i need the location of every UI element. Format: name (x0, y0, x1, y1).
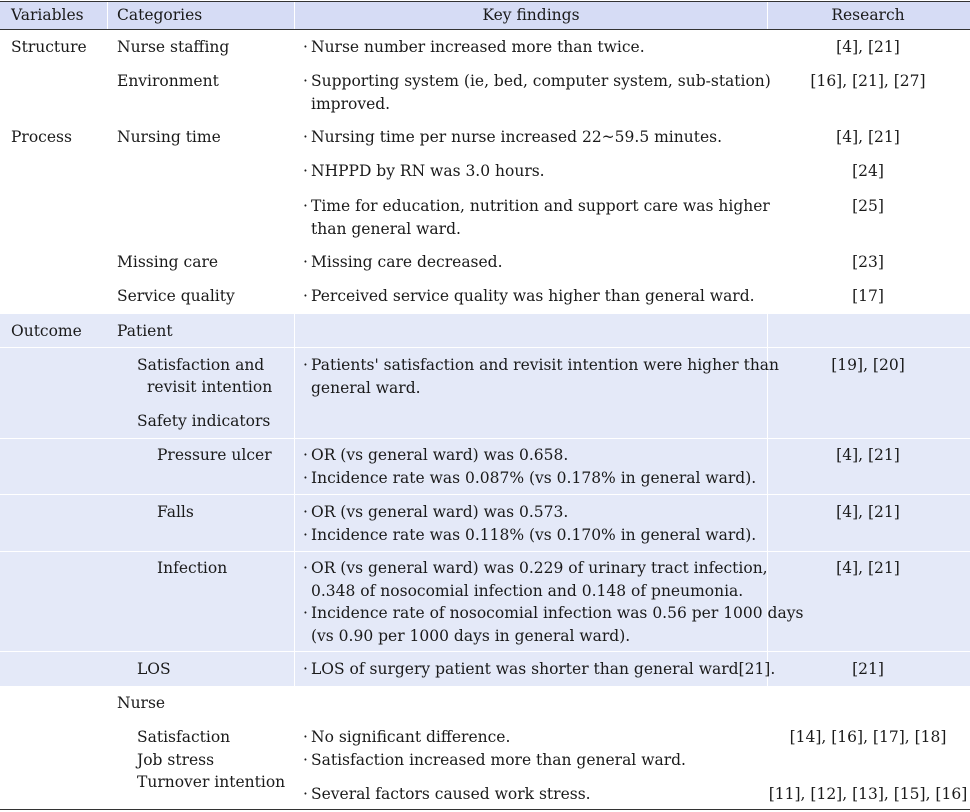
category-patient: Patient (117, 322, 173, 340)
ref-missing-care: [23] (852, 253, 884, 271)
ref-nhppd: [24] (852, 162, 884, 180)
header-rule (0, 29, 970, 30)
subcategory-nurse-satisfaction: Satisfaction (137, 728, 231, 746)
subcategory-infection: Infection (157, 559, 228, 577)
finding-infection: · OR (vs general ward) was 0.229 of urinary tract infection, 0.348 of nosocomial infection and 0.148 of pneumonia. · Incidence rate of nosocomial infection was 0.56 per 1000 days (vs 0.90 per 1000 days in general ward). (303, 559, 804, 645)
header-categories: Categories (117, 6, 203, 24)
ref-nurse-satisfaction: [14], [16], [17], [18] (789, 728, 947, 746)
ref-service-quality: [17] (852, 287, 884, 305)
category-missing-care: Missing care (117, 253, 219, 271)
variable-process: Process (11, 128, 72, 146)
finding-environment: · Supporting system (ie, bed, computer system, sub-station) improved. (303, 72, 771, 113)
finding-satisfaction-revisit: · Patients' satisfaction and revisit intention were higher than general ward. (303, 356, 780, 397)
ref-environment: [16], [21], [27] (810, 72, 926, 90)
header-key-findings: Key findings (482, 6, 580, 24)
variable-structure: Structure (11, 38, 87, 56)
ref-nurse-staffing: [4], [21] (836, 38, 900, 56)
finding-work-stress: · Several factors caused work stress. (303, 785, 591, 803)
header-research: Research (831, 6, 905, 24)
subcategory-los: LOS (137, 660, 171, 678)
finding-pressure-ulcer: · OR (vs general ward) was 0.658. · Incidence rate was 0.087% (vs 0.178% in general ward). (303, 446, 757, 487)
category-environment: Environment (117, 72, 219, 90)
ref-infection: [4], [21] (836, 559, 900, 577)
finding-nurse-satisfaction: · No significant difference. · Satisfaction increased more than general ward. (303, 728, 686, 769)
subcategory-falls: Falls (157, 503, 194, 521)
finding-falls: · OR (vs general ward) was 0.573. · Incidence rate was 0.118% (vs 0.170% in general ward). (303, 503, 757, 544)
category-nursing-time: Nursing time (117, 128, 221, 146)
subcategory-job-stress: Job stress (137, 751, 215, 769)
finding-education: · Time for education, nutrition and support care was higher than general ward. (303, 197, 770, 238)
ref-pressure-ulcer: [4], [21] (836, 446, 900, 464)
finding-service-quality: · Perceived service quality was higher than general ward. (303, 287, 755, 305)
ref-work-stress: [11], [12], [13], [15], [16] (768, 785, 968, 803)
ref-education: [25] (852, 197, 884, 215)
ref-nursing-time: [4], [21] (836, 128, 900, 146)
subcategory-satisfaction-revisit-line2: revisit intention (147, 378, 273, 396)
ref-falls: [4], [21] (836, 503, 900, 521)
category-service-quality: Service quality (117, 287, 235, 305)
subcategory-turnover-intention: Turnover intention (137, 773, 286, 791)
category-nurse-staffing: Nurse staffing (117, 38, 230, 56)
ref-los: [21] (852, 660, 884, 678)
finding-los: · LOS of surgery patient was shorter than general ward[21]. (303, 660, 776, 678)
finding-nursing-time: · Nursing time per nurse increased 22~59.5 minutes. (303, 128, 723, 146)
subcategory-safety-indicators: Safety indicators (137, 412, 271, 430)
subcategory-pressure-ulcer: Pressure ulcer (157, 446, 272, 464)
subcategory-satisfaction-revisit: Satisfaction and (137, 356, 265, 374)
category-nurse: Nurse (117, 694, 166, 712)
bottom-rule (0, 809, 970, 810)
finding-nurse-staffing: · Nurse number increased more than twice. (303, 38, 645, 56)
variable-outcome: Outcome (11, 322, 82, 340)
finding-missing-care: · Missing care decreased. (303, 253, 503, 271)
top-rule (0, 1, 970, 2)
ref-satisfaction-revisit: [19], [20] (831, 356, 905, 374)
header-variables: Variables (11, 6, 84, 24)
finding-nhppd: · NHPPD by RN was 3.0 hours. (303, 162, 545, 180)
